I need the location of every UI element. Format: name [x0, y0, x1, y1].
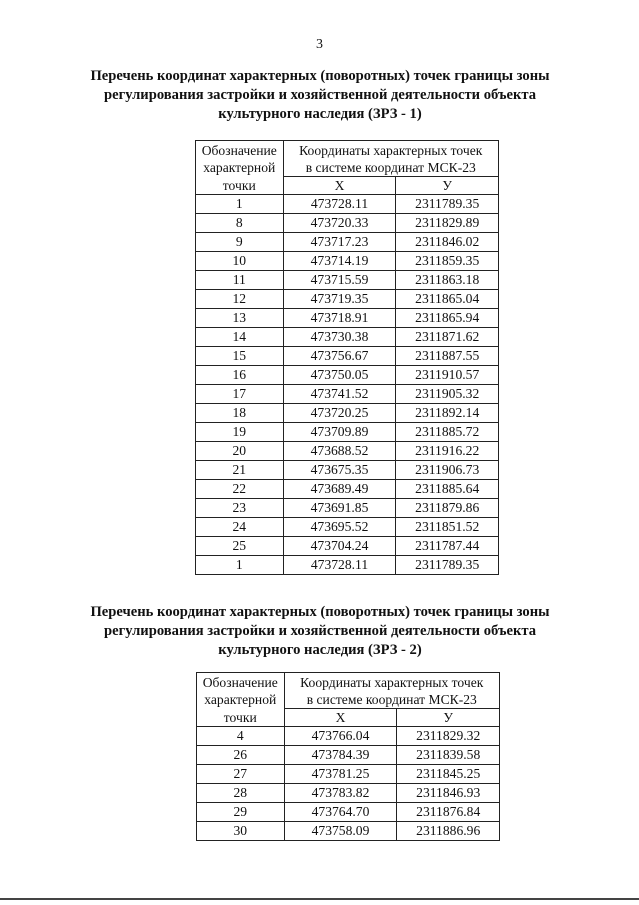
- table-row: [196, 461, 499, 480]
- table-row: [196, 423, 499, 442]
- table-row: [196, 499, 499, 518]
- y-coordinate-cell: 2311871.62: [396, 328, 499, 347]
- point-id-cell: 17: [196, 385, 284, 404]
- y-coordinate-cell: 2311863.18: [396, 271, 499, 290]
- header-y: У: [396, 177, 499, 195]
- table-body: [196, 195, 499, 575]
- y-coordinate-cell: 2311789.35: [396, 556, 499, 575]
- bottom-rule: [0, 898, 639, 900]
- table-row: [196, 309, 499, 328]
- y-coordinate-cell: 2311829.32: [397, 727, 500, 746]
- header-y: У: [397, 709, 500, 727]
- header-point-label-line: Обозначение: [196, 141, 284, 160]
- table-row: [196, 214, 499, 233]
- table-row: [196, 233, 499, 252]
- coordinates-table-zrz-2: [196, 672, 500, 841]
- heading-line: регулирования застройки и хозяйственной деятельности объекта: [103, 87, 537, 103]
- table-row: [196, 271, 499, 290]
- header-coords-label-line: в системе координат МСК-23: [283, 159, 498, 177]
- page-number: 3: [316, 37, 323, 52]
- point-id-cell: 12: [196, 290, 284, 309]
- point-id-cell: 30: [197, 822, 285, 841]
- x-coordinate-cell: 473720.33: [283, 214, 396, 233]
- point-id-cell: 25: [196, 537, 284, 556]
- table-row: [196, 480, 499, 499]
- heading-line: Перечень координат характерных (поворотных) точек границы зоны: [90, 68, 550, 84]
- header-coords-label-line: Координаты характерных точек: [284, 673, 499, 692]
- point-id-cell: 4: [197, 727, 285, 746]
- table-row: [196, 537, 499, 556]
- y-coordinate-cell: 2311916.22: [396, 442, 499, 461]
- table-row: [196, 518, 499, 537]
- table-row: [196, 328, 499, 347]
- header-point-label-line: точки: [197, 709, 285, 727]
- y-coordinate-cell: 2311829.89: [396, 214, 499, 233]
- y-coordinate-cell: 2311845.25: [397, 765, 500, 784]
- table-row: [196, 347, 499, 366]
- table-body: [197, 727, 500, 841]
- y-coordinate-cell: 2311887.55: [396, 347, 499, 366]
- point-id-cell: 29: [197, 803, 285, 822]
- point-id-cell: 13: [196, 309, 284, 328]
- x-coordinate-cell: 473714.19: [283, 252, 396, 271]
- table-row: [196, 366, 499, 385]
- table-row: [196, 195, 499, 214]
- x-coordinate-cell: 473783.82: [284, 784, 397, 803]
- y-coordinate-cell: 2311906.73: [396, 461, 499, 480]
- heading-line: культурного наследия (ЗРЗ - 1): [218, 106, 422, 122]
- y-coordinate-cell: 2311876.84: [397, 803, 500, 822]
- y-coordinate-cell: 2311910.57: [396, 366, 499, 385]
- header-coords-label-line: Координаты характерных точек: [283, 141, 498, 160]
- y-coordinate-cell: 2311885.64: [396, 480, 499, 499]
- x-coordinate-cell: 473781.25: [284, 765, 397, 784]
- point-id-cell: 10: [196, 252, 284, 271]
- header-x: X: [283, 177, 396, 195]
- x-coordinate-cell: 473728.11: [283, 556, 396, 575]
- y-coordinate-cell: 2311851.52: [396, 518, 499, 537]
- x-coordinate-cell: 473728.11: [283, 195, 396, 214]
- point-id-cell: 21: [196, 461, 284, 480]
- heading-line: регулирования застройки и хозяйственной деятельности объекта: [103, 623, 537, 639]
- y-coordinate-cell: 2311846.93: [397, 784, 500, 803]
- y-coordinate-cell: 2311789.35: [396, 195, 499, 214]
- table-row: [197, 822, 500, 841]
- point-id-cell: 20: [196, 442, 284, 461]
- x-coordinate-cell: 473689.49: [283, 480, 396, 499]
- x-coordinate-cell: 473709.89: [283, 423, 396, 442]
- point-id-cell: 1: [196, 556, 284, 575]
- table-row: [197, 746, 500, 765]
- y-coordinate-cell: 2311839.58: [397, 746, 500, 765]
- section-heading-zrz-1: [90, 67, 550, 124]
- point-id-cell: 16: [196, 366, 284, 385]
- table-row: [197, 803, 500, 822]
- table-row: [197, 727, 500, 746]
- x-coordinate-cell: 473675.35: [283, 461, 396, 480]
- point-id-cell: 27: [197, 765, 285, 784]
- y-coordinate-cell: 2311885.72: [396, 423, 499, 442]
- header-point-label-line: точки: [196, 177, 284, 195]
- y-coordinate-cell: 2311879.86: [396, 499, 499, 518]
- heading-line: Перечень координат характерных (поворотных) точек границы зоны: [90, 604, 550, 620]
- x-coordinate-cell: 473691.85: [283, 499, 396, 518]
- point-id-cell: 18: [196, 404, 284, 423]
- header-x: X: [284, 709, 397, 727]
- x-coordinate-cell: 473756.67: [283, 347, 396, 366]
- table-row: [196, 556, 499, 575]
- point-id-cell: 11: [196, 271, 284, 290]
- y-coordinate-cell: 2311892.14: [396, 404, 499, 423]
- table-row: [196, 442, 499, 461]
- x-coordinate-cell: 473688.52: [283, 442, 396, 461]
- x-coordinate-cell: 473764.70: [284, 803, 397, 822]
- header-point-label-line: характерной: [197, 691, 285, 709]
- table-row: [197, 784, 500, 803]
- point-id-cell: 1: [196, 195, 284, 214]
- x-coordinate-cell: 473750.05: [283, 366, 396, 385]
- header-coords-label-line: в системе координат МСК-23: [284, 691, 499, 709]
- x-coordinate-cell: 473766.04: [284, 727, 397, 746]
- point-id-cell: 19: [196, 423, 284, 442]
- table-row: [196, 404, 499, 423]
- y-coordinate-cell: 2311846.02: [396, 233, 499, 252]
- x-coordinate-cell: 473730.38: [283, 328, 396, 347]
- point-id-cell: 14: [196, 328, 284, 347]
- y-coordinate-cell: 2311905.32: [396, 385, 499, 404]
- x-coordinate-cell: 473695.52: [283, 518, 396, 537]
- table-row: [196, 385, 499, 404]
- y-coordinate-cell: 2311865.04: [396, 290, 499, 309]
- x-coordinate-cell: 473717.23: [283, 233, 396, 252]
- x-coordinate-cell: 473715.59: [283, 271, 396, 290]
- table-row: [197, 765, 500, 784]
- header-point-label-line: характерной: [196, 159, 284, 177]
- x-coordinate-cell: 473719.35: [283, 290, 396, 309]
- x-coordinate-cell: 473741.52: [283, 385, 396, 404]
- heading-line: культурного наследия (ЗРЗ - 2): [218, 642, 422, 658]
- y-coordinate-cell: 2311865.94: [396, 309, 499, 328]
- x-coordinate-cell: 473784.39: [284, 746, 397, 765]
- point-id-cell: 23: [196, 499, 284, 518]
- x-coordinate-cell: 473720.25: [283, 404, 396, 423]
- y-coordinate-cell: 2311787.44: [396, 537, 499, 556]
- point-id-cell: 22: [196, 480, 284, 499]
- table-row: [196, 252, 499, 271]
- x-coordinate-cell: 473758.09: [284, 822, 397, 841]
- point-id-cell: 24: [196, 518, 284, 537]
- point-id-cell: 15: [196, 347, 284, 366]
- point-id-cell: 8: [196, 214, 284, 233]
- header-point-label-line: Обозначение: [197, 673, 285, 692]
- y-coordinate-cell: 2311886.96: [397, 822, 500, 841]
- x-coordinate-cell: 473704.24: [283, 537, 396, 556]
- point-id-cell: 9: [196, 233, 284, 252]
- point-id-cell: 26: [197, 746, 285, 765]
- point-id-cell: 28: [197, 784, 285, 803]
- y-coordinate-cell: 2311859.35: [396, 252, 499, 271]
- coordinates-table-zrz-1: [195, 140, 499, 575]
- section-heading-zrz-2: [90, 603, 550, 660]
- table-row: [196, 290, 499, 309]
- x-coordinate-cell: 473718.91: [283, 309, 396, 328]
